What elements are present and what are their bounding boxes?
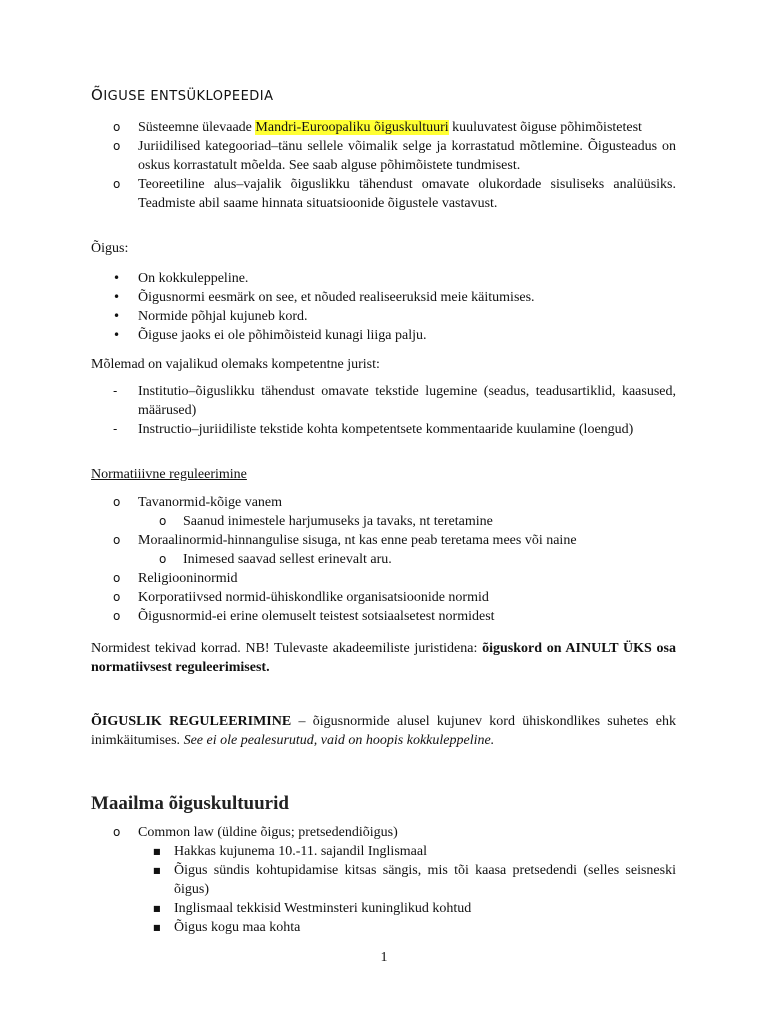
jurist-list-block [91,382,676,439]
list-item [91,382,676,420]
oiguslik-italic: See ei ole pealesurutud, vaid on hoopis kokkuleppeline. [183,733,495,748]
world-list-block [91,823,676,937]
norm-list-block [91,493,676,626]
list-item-text: Teoreetiline alus–vajalik õiguslikku tähendust omavate olukordade sisuliseks analüüsiks. Teadmiste abil saame hinnata situatsioonide õigustele vastavust. [138,177,676,211]
list-item-text: Common law (üldine õigus; pretsedendiõigus) [138,825,398,840]
list-item-text: Hakkas kujunema 10.-11. sajandil Inglismaal [174,844,427,859]
list-item-text: Inimesed saavad sellest erinevalt aru. [183,552,392,567]
list-marker: o [113,571,121,585]
highlighted-text: Mandri-Euroopaliku õiguskultuuri [255,120,449,135]
list-item [91,842,676,861]
square-marker: ■ [153,923,161,932]
oigus-list-block [91,269,676,345]
square-marker: ■ [153,847,161,856]
heading-rest: IGUSE ENTSÜKLOPEEDIA [103,89,274,104]
list-item-text: Süsteemne ülevaade [138,120,256,135]
page-number: 1 [380,950,388,965]
list-item-text: Tavanormid-kõige vanem [138,495,283,510]
list-item-text: Õigusnormid-ei erine olemuselt teistest sotsiaalsetest normidest [138,609,495,624]
molemad-paragraph: Mõlemad on vajalikud olemaks kompetentne jurist: [91,357,380,372]
norm-sub-list [91,512,676,531]
list-item-text: Instructio–juriidiliste tekstide kohta kompetentsete kommentaaride kuulamine (loengud) [138,422,634,437]
norm-list [91,531,676,550]
bullet-marker: • [113,271,121,285]
list-item [91,569,676,588]
list-item-text: Õigusnormi eesmärk on see, et nõuded realiseeruksid meie käitumises. [138,290,535,305]
list-item-text: Õigus kogu maa kohta [174,920,301,935]
square-marker: ■ [153,866,161,875]
square-marker: ■ [153,904,161,913]
list-item-text: Institutio–õiguslikku tähendust omavate tekstide lugemine (seadus, teadusartiklid, kaasused, määrused) [138,384,676,418]
normidest-paragraph [91,639,676,677]
list-marker: o [113,533,121,547]
list-marker: o [113,120,121,134]
list-item [91,288,676,307]
list-item [91,175,676,213]
list-item-text: Õigus sündis kohtupidamise kitsas sängis, mis tõi kaasa pretsedendi (selles seisneski õigus) [174,863,676,897]
norm-list [91,569,676,626]
dash-marker: - [113,422,118,436]
list-item-text: Korporatiivsed normid-ühiskondlike organisatsioonide normid [138,590,489,605]
heading-first-letter: Õ [91,86,104,104]
list-marker: o [113,590,121,604]
oiguslik-paragraph [91,712,676,750]
list-item [91,137,676,175]
jurist-list [91,382,676,439]
list-item [91,493,676,512]
list-item [91,326,676,345]
list-item [91,512,676,531]
list-marker: o [113,825,121,839]
bullet-marker: • [113,309,121,323]
oigus-list [91,269,676,345]
list-item [91,269,676,288]
list-item [91,531,676,550]
oiguslik-definition: – õigusnormide alusel kujunev kord ühiskondlikes suhetes ehk inimkäitumises. [91,714,676,748]
normative-heading-text: Normatiiivne reguleerimine [91,467,247,482]
bullet-marker: • [113,328,121,342]
list-item-text: Inglismaal tekkisid Westminsteri kuninglikud kohtud [174,901,472,916]
list-item-text: Religiooninormid [138,571,238,586]
list-item [91,307,676,326]
list-item-text: Juriidilised kategooriad–tänu sellele võimalik selge ja korrastatud mõtlemine. Õigusteadus on oskus korrastatult mõelda. See saab alguse põhimõistete tundmisest. [138,139,676,173]
list-item [91,899,676,918]
norm-sub-list [91,550,676,569]
bullet-marker: • [113,290,121,304]
list-marker: o [113,495,121,509]
world-legal-cultures-heading: Maailma õiguskultuurid [91,793,289,814]
list-marker: o [159,514,167,528]
oiguslik-term: ÕIGUSLIK REGULEERIMINE [91,714,292,729]
list-item-text: Saanud inimestele harjumuseks ja tavaks, nt teretamine [183,514,493,529]
list-marker: o [113,139,121,153]
list-item [91,861,676,899]
list-item [91,118,676,137]
list-item [91,550,676,569]
intro-list-block [91,118,676,213]
normidest-text: Normidest tekivad korrad. NB! Tulevaste akadeemiliste juristidena: [91,641,483,656]
world-sub-list [91,842,676,937]
list-item [91,607,676,626]
list-marker: o [113,609,121,623]
list-item-text: Normide põhjal kujuneb kord. [138,309,308,324]
list-item-text: kuuluvatest õiguse põhimõistetest [448,120,642,135]
list-item [91,588,676,607]
list-item [91,823,676,842]
intro-list [91,118,676,213]
list-item [91,918,676,937]
norm-list [91,493,676,512]
list-item [91,420,676,439]
normative-heading [91,465,676,484]
list-item-text: Õiguse jaoks ei ole põhimõisteid kunagi liiga palju. [138,328,427,343]
encyclopedia-heading [91,86,274,106]
list-marker: o [113,177,121,191]
normidest-bold-text: õiguskord on AINULT ÜKS osa normatiivsest reguleerimisest. [91,641,676,675]
list-item-text: On kokkuleppeline. [138,271,249,286]
world-list [91,823,676,842]
list-marker: o [159,552,167,566]
list-item-text: Moraalinormid-hinnangulise sisuga, nt kas enne peab teretama mees või naine [138,533,577,548]
dash-marker: - [113,384,118,398]
oigus-label: Õigus: [91,241,129,256]
